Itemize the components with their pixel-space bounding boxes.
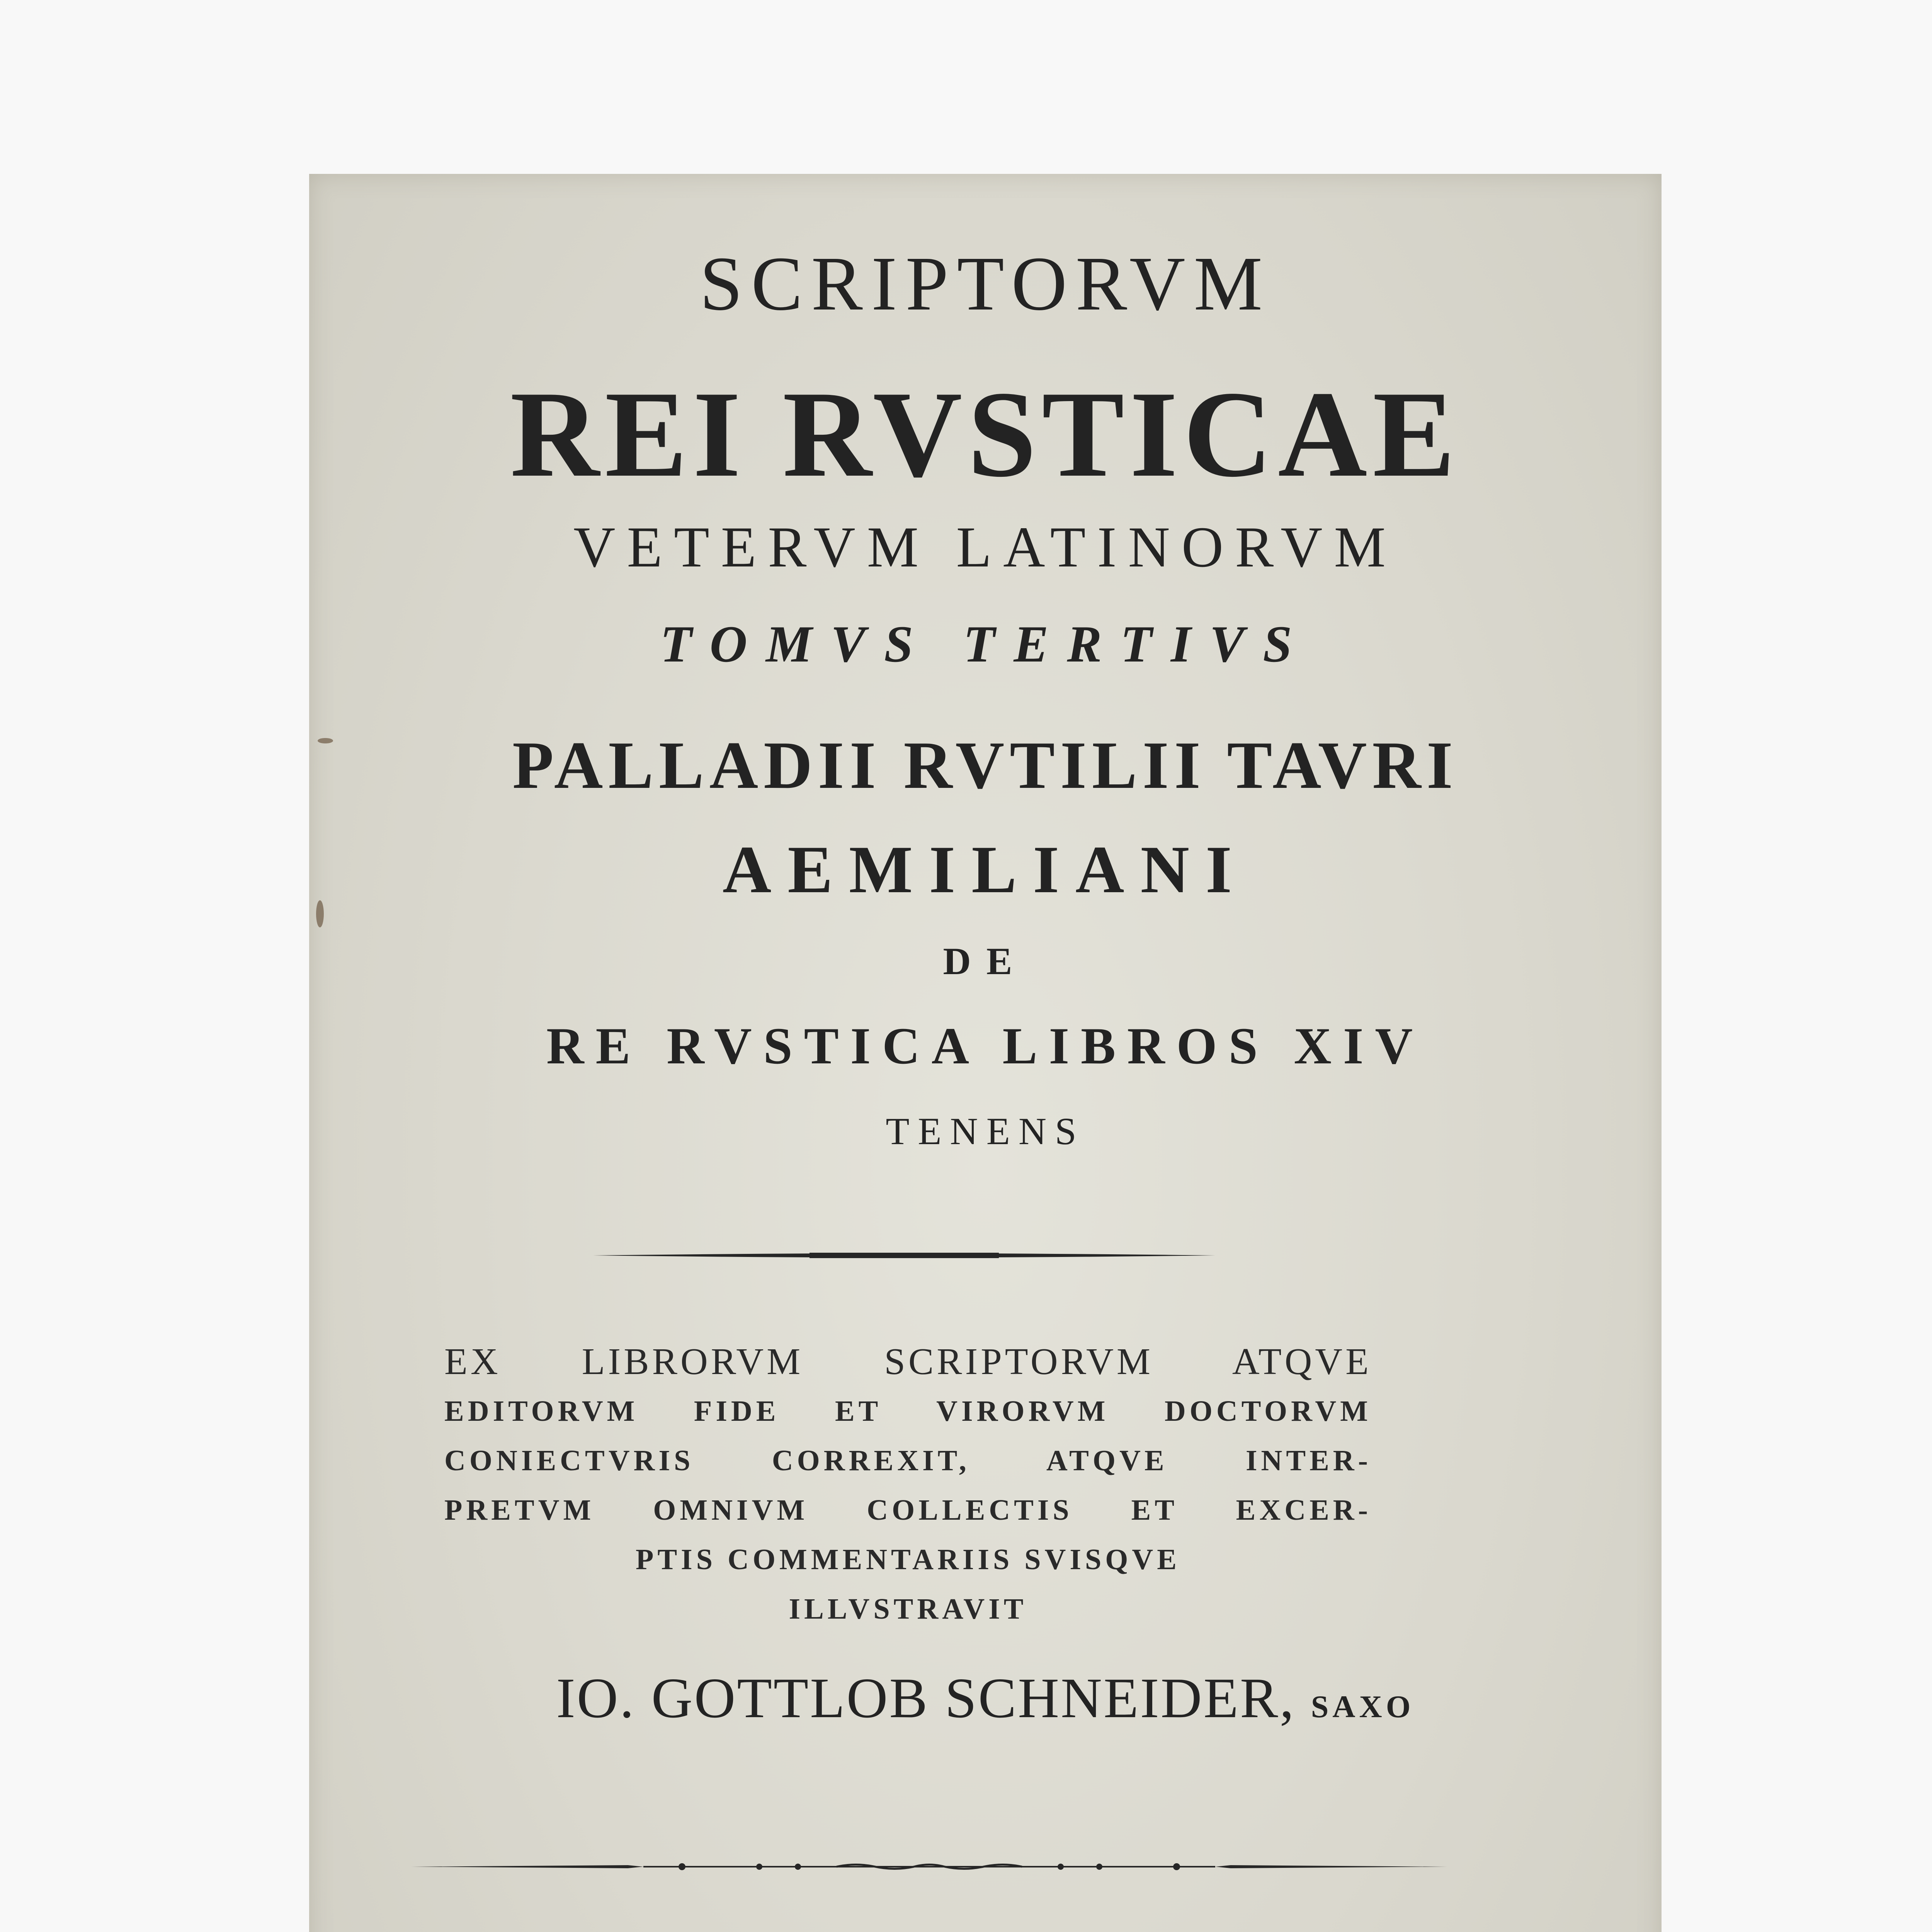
editor-statement-line: EX LIBRORVM SCRIPTORVM ATQVE (444, 1341, 1372, 1383)
tenens-line: TENENS (886, 1110, 1085, 1153)
editor-origin: SAXO (1311, 1689, 1415, 1724)
editor-statement-line: EDITORVM FIDE ET VIRORVM DOCTORVM (444, 1395, 1372, 1427)
editor-statement-line: ILLVSTRAVIT (789, 1593, 1027, 1625)
de-line: DE (943, 940, 1028, 983)
volume-line: TOMVS TERTIVS (660, 616, 1311, 673)
editor-name-line (309, 1665, 1662, 1731)
subject-line: RE RVSTICA LIBROS XIV (546, 1017, 1424, 1075)
title-line-1: SCRIPTORVM (699, 241, 1271, 327)
editor-statement-line: PTIS COMMENTARIIS SVISQVE (636, 1543, 1180, 1576)
title-line-3: VETERVM LATINORVM (573, 515, 1397, 579)
editor-statement-line: CONIECTVRIS CORREXIT, ATQVE INTER- (444, 1444, 1372, 1477)
editor-name: IO. GOTTLOB SCHNEIDER, (556, 1667, 1296, 1730)
title-line-2: REI RVSTICAE (510, 366, 1461, 503)
author-line-1: PALLADII RVTILII TAVRI (512, 728, 1458, 803)
editor-statement (444, 1337, 1372, 1634)
ornamental-rule-top (593, 1252, 1215, 1259)
ornamental-rule-bottom (412, 1862, 1447, 1871)
title-page-scan (309, 174, 1662, 1932)
author-line-2: AEMILIANI (722, 832, 1248, 907)
editor-statement-line: PRETVM OMNIVM COLLECTIS ET EXCER- (444, 1494, 1372, 1526)
